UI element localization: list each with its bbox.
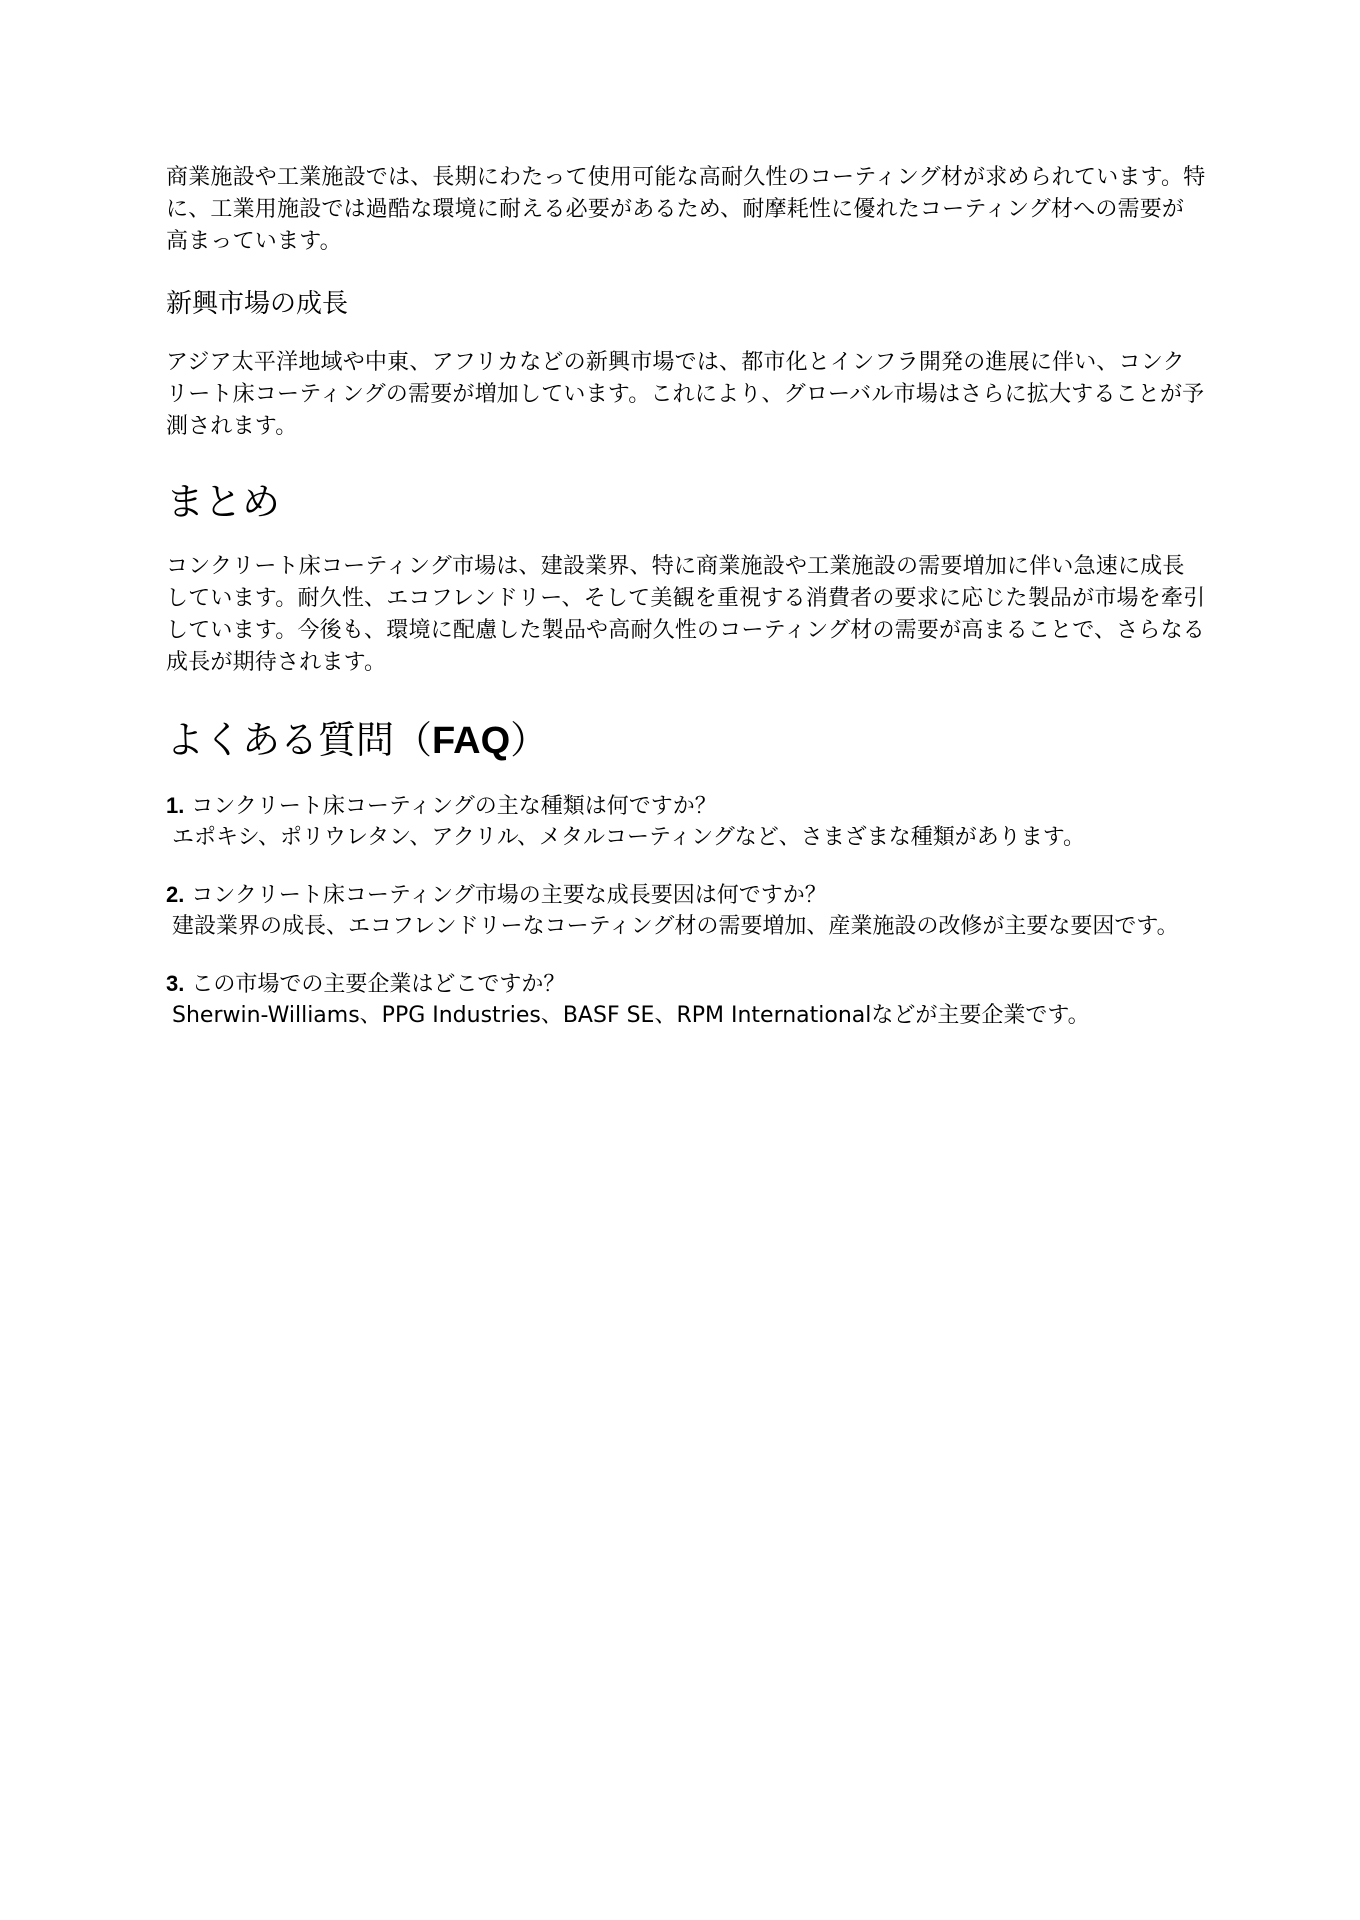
faq-answer: 建設業界の成長、エコフレンドリーなコーティング材の需要増加、産業施設の改修が主要な要因です。 <box>172 914 1179 939</box>
faq-item <box>166 968 1206 1031</box>
faq-answer: エポキシ、ポリウレタン、アクリル、メタルコーティングなど、さまざまな種類があります。 <box>172 825 1086 850</box>
faq-question <box>166 790 1206 822</box>
document-content <box>166 162 1206 1031</box>
faq-number: 2. <box>166 882 185 907</box>
faq-question-text: コンクリート床コーティングの主な種類は何ですか？ <box>191 794 717 819</box>
summary-heading: まとめ <box>166 480 281 524</box>
summary-paragraph: コンクリート床コーティング市場は、建設業界、特に商業施設や工業施設の需要増加に伴い急速に成長しています。耐久性、エコフレンドリー、そして美観を重視する消費者の要求に応じた製品が市場を牽引しています。今後も、環境に配慮した製品や高耐久性のコーティング材の需要が高まることで、さらなる成長が期待されます。 <box>166 554 1206 675</box>
faq-item <box>166 879 1206 942</box>
faq-heading-prefix: よくある質問（ <box>166 718 433 762</box>
faq-question-text: この市場での主要企業はどこですか？ <box>191 972 566 997</box>
faq-item <box>166 790 1206 853</box>
faq-number: 3. <box>166 971 185 996</box>
emerging-markets-paragraph: アジア太平洋地域や中東、アフリカなどの新興市場では、都市化とインフラ開発の進展に伴い、コンクリート床コーティングの需要が増加しています。これにより、グローバル市場はさらに拡大することが予測されます。 <box>166 350 1205 439</box>
faq-question <box>166 968 1206 1000</box>
faq-number: 1. <box>166 793 185 818</box>
faq-heading <box>166 717 1206 764</box>
faq-heading-abbr: FAQ <box>432 720 511 762</box>
faq-question <box>166 879 1206 911</box>
intro-paragraph: 商業施設や工業施設では、長期にわたって使用可能な高耐久性のコーティング材が求められています。特に、工業用施設では過酷な環境に耐える必要があるため、耐摩耗性に優れたコーティング材への需要が高まっています。 <box>166 165 1206 254</box>
emerging-markets-heading: 新興市場の成長 <box>166 289 349 319</box>
faq-heading-suffix: ） <box>510 718 549 762</box>
faq-question-text: コンクリート床コーティング市場の主要な成長要因は何ですか？ <box>191 883 827 908</box>
faq-answer: Sherwin-Williams、PPG Industries、BASF SE、RPM Internationalなどが主要企業です。 <box>172 1003 1090 1028</box>
